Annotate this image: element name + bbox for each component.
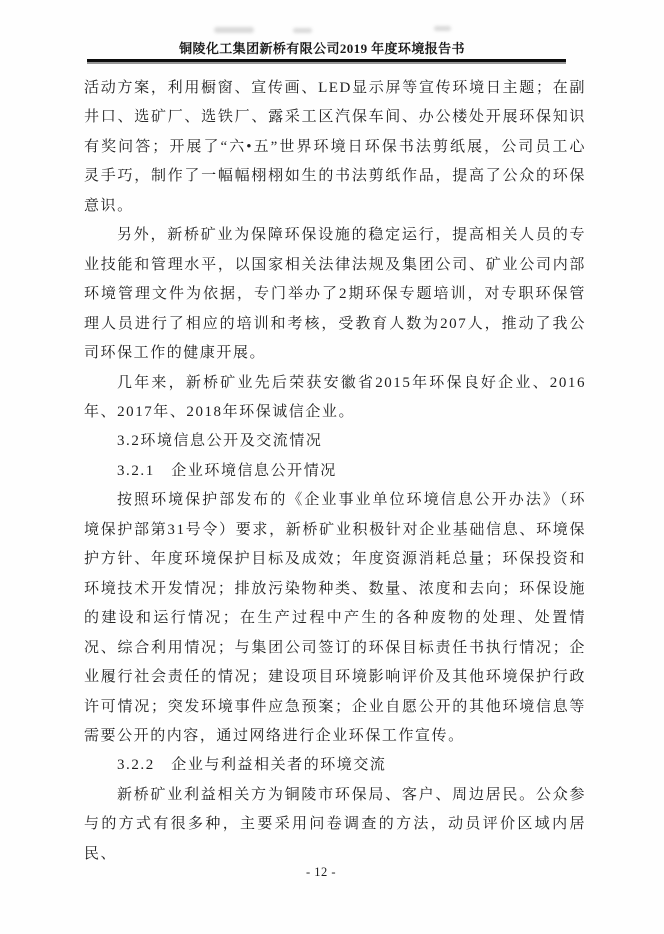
- header-rule: [87, 59, 566, 64]
- section-heading-3-2: 3.2环境信息公开及交流情况: [117, 433, 323, 450]
- paragraph-information-disclosure: 按照环境保护部发布的《企业事业单位环境信息公开办法》（环境保护部第31号令）要求，新桥矿业积极针对企业基础信息、环境保护方针、年度环境保护目标及成效；年度资源消耗总量；环保投资和环境技术开发情况；排放污染物种类、数量、浓度和去向；环保设施的建设和运行情况；在生产过程中产生的各种废物的处理、处置情况、综合利用情况；与集团公司签订的环保目标责任书执行情况；企业履行社会责任的情况；建设项目环境影响评价及其他环境保护行政许可情况；突发环境事件应急预案；企业自愿公开的其他环境信息等需要公开的内容，通过网络进行企业环保工作宣传。: [84, 492, 586, 744]
- section-heading-3-2-1: 3.2.1 企业环境信息公开情况: [117, 462, 337, 479]
- page-number: - 12 -: [305, 865, 337, 879]
- paragraph-stakeholders: 新桥矿业利益相关方为铜陵市环保局、客户、周边居民。公众参与的方式有很多种，主要采用问卷调查的方法，动员评价区域内居民、: [84, 786, 586, 862]
- paragraph-environment-day-activities: 活动方案，利用橱窗、宣传画、LED显示屏等宣传环境日主题；在副井口、选矿厂、选铁厂、露采工区汽保车间、办公楼处开展环保知识有奖问答；开展了“六•五”世界环境日环保书法剪纸展，公司员工心灵手巧，制作了一幅幅栩栩如生的书法剪纸作品，提高了公众的环保意识。: [84, 80, 586, 214]
- paragraph-training: 另外，新桥矿业为保障环保设施的稳定运行，提高相关人员的专业技能和管理水平，以国家相关法律法规及集团公司、矿业公司内部环境管理文件为依据，专门举办了2期环保专题培训，对专职环保管理人员进行了相应的培训和考核，受教育人数为207人，推动了我公司环保工作的健康开展。: [84, 227, 586, 362]
- scan-artifact: [214, 27, 254, 33]
- scan-artifact: [434, 26, 451, 31]
- report-header-title: 铜陵化工集团新桥有限公司2019 年度环境报告书: [179, 41, 465, 56]
- document-body: [84, 74, 586, 869]
- section-heading-3-2-2: 3.2.2 企业与利益相关者的环境交流: [117, 757, 387, 774]
- paragraph-awards: 几年来，新桥矿业先后荣获安徽省2015年环保良好企业、2016年、2017年、2018年环保诚信企业。: [84, 374, 586, 420]
- scan-artifact: [293, 28, 312, 33]
